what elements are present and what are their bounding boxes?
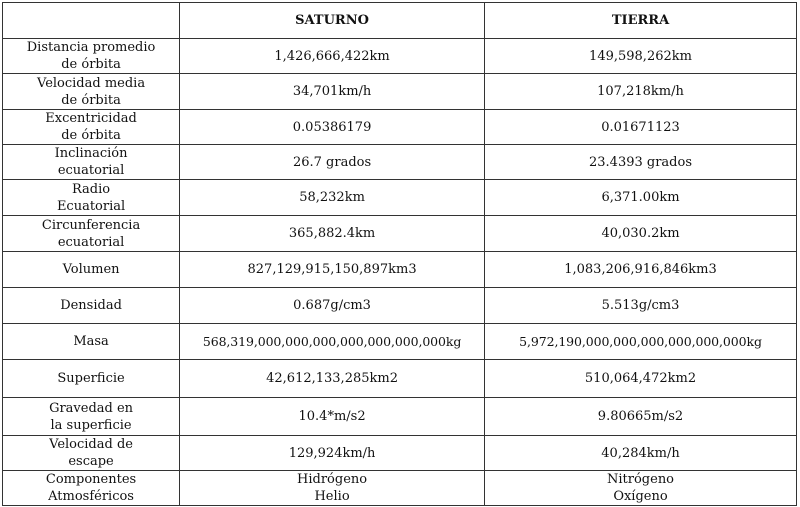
tierra-value: 0.01671123 [485, 110, 797, 145]
row-label [3, 39, 180, 74]
row-label-line: Componentes [45, 472, 137, 487]
table-row [3, 324, 797, 360]
row-label-line: Atmosféricos [48, 489, 134, 504]
tierra-value: 1,083,206,916,846km3 [485, 252, 797, 288]
row-label-line: Excentricidad [45, 111, 137, 126]
row-label [3, 145, 180, 180]
row-label [3, 324, 180, 360]
row-label [3, 216, 180, 252]
tierra-value: 5.513g/cm3 [485, 288, 797, 324]
tierra-value: 149,598,262km [485, 39, 797, 74]
row-label [3, 360, 180, 398]
tierra-value: 6,371.00km [485, 180, 797, 216]
tierra-value-line: Nitrógeno [607, 472, 675, 487]
table-row [3, 39, 797, 74]
table-row [3, 145, 797, 180]
row-label-line: Superficie [57, 371, 125, 386]
saturno-value: 34,701km/h [180, 74, 485, 110]
row-label-line: Volumen [62, 262, 120, 277]
row-label [3, 110, 180, 145]
saturno-value: 0.687g/cm3 [180, 288, 485, 324]
header-empty-cell [3, 3, 180, 39]
tierra-value: 107,218km/h [485, 74, 797, 110]
table-row [3, 471, 797, 506]
table-header-row [3, 3, 797, 39]
header-tierra: TIERRA [485, 3, 797, 39]
row-label-line: Gravedad en [49, 400, 134, 416]
row-label [3, 74, 180, 110]
row-label-line: Radio [71, 181, 111, 197]
tierra-value: 40,030.2km [485, 216, 797, 252]
saturno-value-line: Helio [314, 489, 350, 504]
header-saturno: SATURNO [180, 3, 485, 39]
table-row [3, 180, 797, 216]
row-label-line: de órbita [61, 92, 121, 108]
tierra-value: 5,972,190,000,000,000,000,000,000kg [485, 324, 797, 360]
row-label [3, 288, 180, 324]
saturno-value: 26.7 grados [180, 145, 485, 180]
row-label-line: la superficie [50, 417, 132, 433]
row-label-line: ecuatorial [57, 163, 125, 178]
row-label-line: ecuatorial [57, 234, 125, 250]
table-row [3, 398, 797, 436]
saturno-value-line: Hidrógeno [297, 472, 368, 487]
saturno-value: 827,129,915,150,897km3 [180, 252, 485, 288]
table-row [3, 110, 797, 145]
row-label-line: Distancia promedio [26, 40, 156, 55]
saturno-value: 58,232km [180, 180, 485, 216]
row-label [3, 398, 180, 436]
tierra-value: 9.80665m/s2 [485, 398, 797, 436]
table-row [3, 216, 797, 252]
row-label-line: Ecuatorial [56, 198, 126, 214]
row-label [3, 471, 180, 506]
tierra-value [485, 471, 797, 506]
tierra-value-line: Oxígeno [613, 489, 668, 504]
row-label-line: de órbita [61, 57, 121, 72]
saturno-value: 129,924km/h [180, 436, 485, 471]
table-row [3, 360, 797, 398]
saturno-value: 568,319,000,000,000,000,000,000,000kg [180, 324, 485, 360]
table-row [3, 436, 797, 471]
saturn-earth-comparison-table [2, 2, 797, 506]
row-label-line: Circunferencia [41, 217, 141, 233]
tierra-value: 23.4393 grados [485, 145, 797, 180]
saturno-value: 42,612,133,285km2 [180, 360, 485, 398]
tierra-value: 510,064,472km2 [485, 360, 797, 398]
table-row [3, 252, 797, 288]
row-label-line: escape [68, 454, 114, 469]
tierra-value: 40,284km/h [485, 436, 797, 471]
row-label-line: Masa [73, 334, 109, 349]
saturno-value [180, 471, 485, 506]
row-label-line: Inclinación [54, 146, 128, 161]
saturno-value: 365,882.4km [180, 216, 485, 252]
row-label [3, 252, 180, 288]
saturno-value: 1,426,666,422km [180, 39, 485, 74]
saturno-value: 10.4*m/s2 [180, 398, 485, 436]
table-row [3, 288, 797, 324]
saturno-value: 0.05386179 [180, 110, 485, 145]
row-label [3, 180, 180, 216]
row-label-line: Velocidad media [37, 75, 146, 91]
row-label-line: de órbita [61, 128, 121, 143]
row-label-line: Velocidad de [49, 437, 133, 452]
table-row [3, 74, 797, 110]
row-label [3, 436, 180, 471]
row-label-line: Densidad [60, 298, 122, 313]
